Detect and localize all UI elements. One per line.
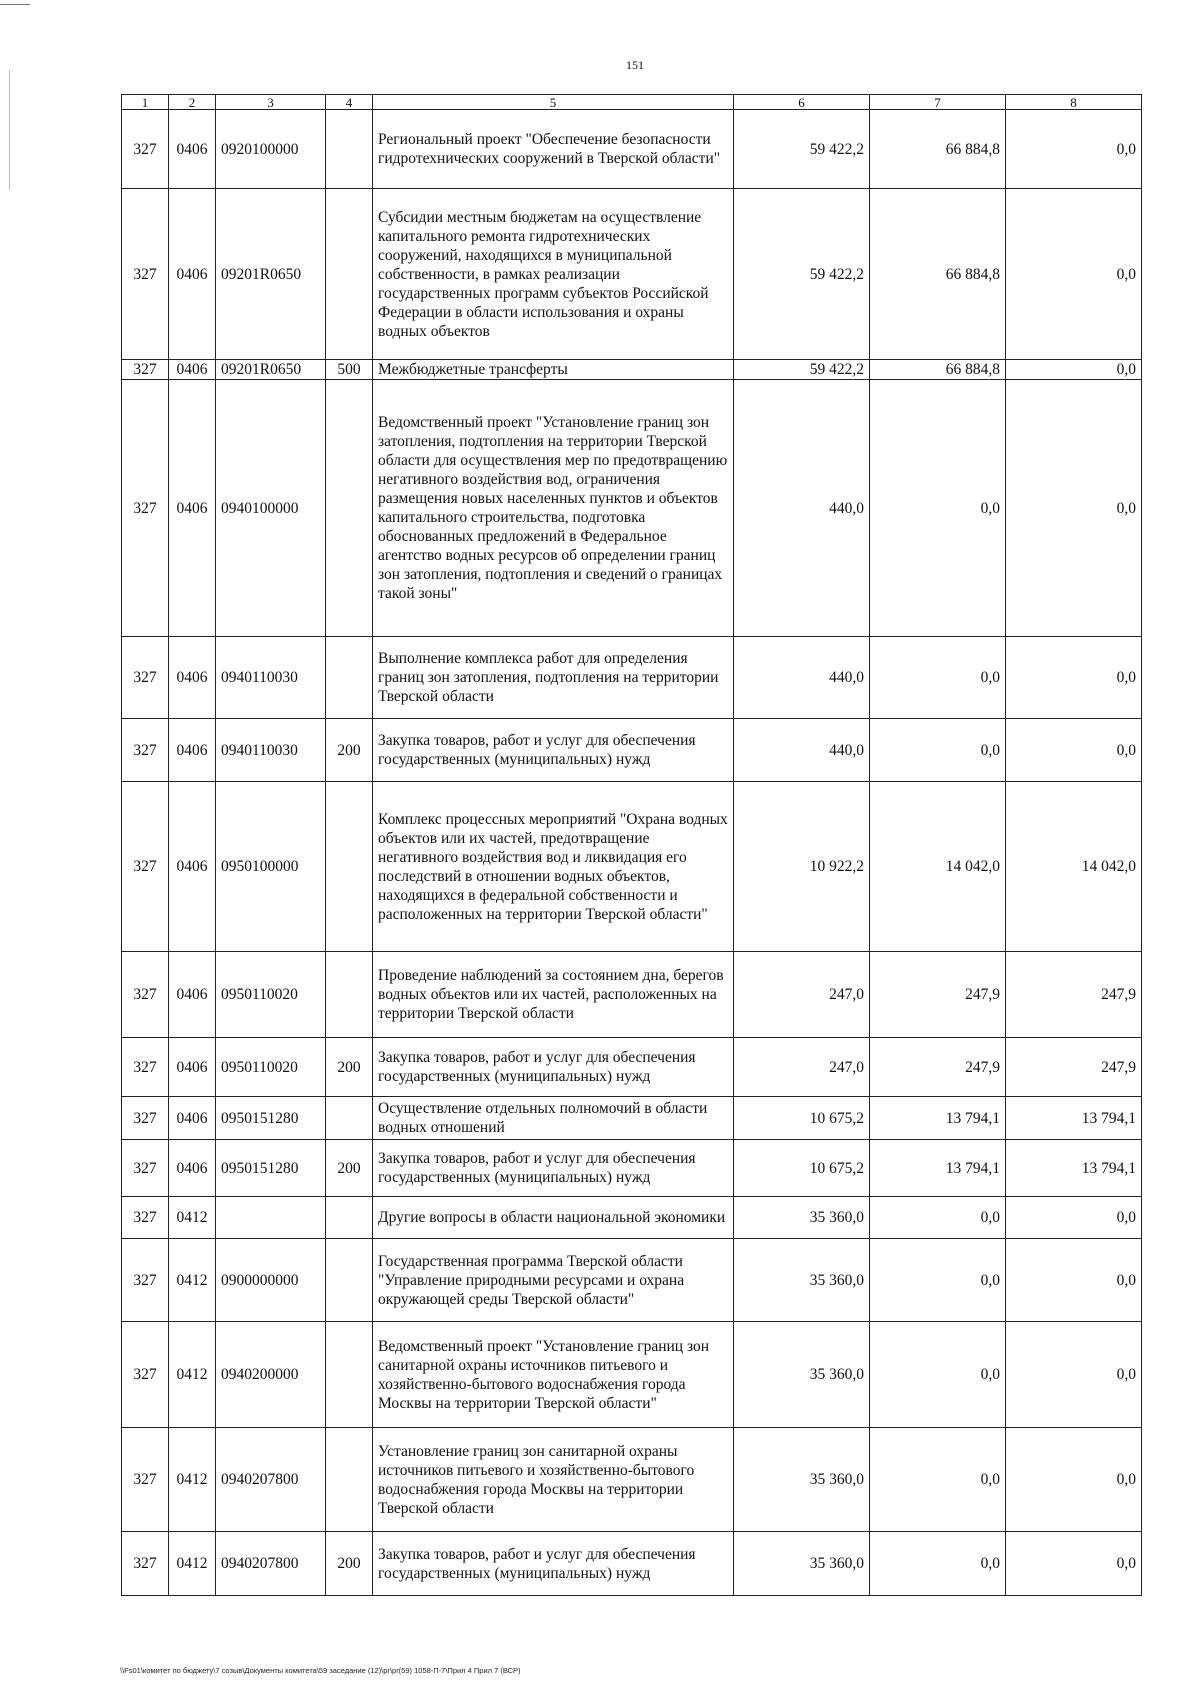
cell-amount-col8: 14 042,0 bbox=[1006, 782, 1142, 952]
cell-section-code: 0406 bbox=[169, 360, 216, 380]
cell-amount-col7: 0,0 bbox=[870, 637, 1006, 719]
cell-section-code: 0406 bbox=[169, 380, 216, 637]
column-number: 4 bbox=[326, 95, 373, 110]
column-number: 7 bbox=[870, 95, 1006, 110]
cell-amount-col8: 0,0 bbox=[1006, 1322, 1142, 1428]
cell-amount-col8: 247,9 bbox=[1006, 1038, 1142, 1097]
cell-amount-col6: 35 360,0 bbox=[734, 1532, 870, 1596]
cell-amount-col6: 440,0 bbox=[734, 719, 870, 782]
cell-amount-col7: 0,0 bbox=[870, 1239, 1006, 1322]
cell-ministry-code: 327 bbox=[122, 1140, 169, 1197]
cell-target-article: 0940110030 bbox=[216, 637, 326, 719]
cell-expense-type bbox=[326, 380, 373, 637]
cell-amount-col7: 0,0 bbox=[870, 1532, 1006, 1596]
cell-section-code: 0412 bbox=[169, 1197, 216, 1239]
table-row bbox=[122, 1239, 1142, 1322]
cell-target-article: 0950151280 bbox=[216, 1097, 326, 1140]
cell-description: Закупка товаров, работ и услуг для обеспечения государственных (муниципальных) нужд bbox=[373, 719, 734, 782]
cell-expense-type: 200 bbox=[326, 1532, 373, 1596]
cell-description: Межбюджетные трансферты bbox=[373, 360, 734, 380]
cell-description: Региональный проект "Обеспечение безопасности гидротехнических сооружений в Тверской области" bbox=[373, 110, 734, 189]
cell-description: Государственная программа Тверской области "Управление природными ресурсами и охрана окружающей среды Тверской области" bbox=[373, 1239, 734, 1322]
cell-ministry-code: 327 bbox=[122, 1322, 169, 1428]
cell-section-code: 0406 bbox=[169, 1140, 216, 1197]
footer-file-path: \\Fs01\комитет по бюджету\7 созыв\Документы комитета\59 заседание (12)\pr\pr(59) 1058-П-7\Прил 4 Прил 7 (ВСР) bbox=[120, 1666, 521, 1675]
cell-expense-type bbox=[326, 189, 373, 360]
table-row bbox=[122, 1140, 1142, 1197]
cell-expense-type: 500 bbox=[326, 360, 373, 380]
page-number: 151 bbox=[626, 58, 644, 72]
cell-target-article: 0940207800 bbox=[216, 1532, 326, 1596]
cell-expense-type: 200 bbox=[326, 1038, 373, 1097]
cell-description: Установление границ зон санитарной охраны источников питьевого и хозяйственно-бытового водоснабжения города Москвы на территории Тверской области bbox=[373, 1428, 734, 1532]
table-row bbox=[122, 637, 1142, 719]
cell-expense-type bbox=[326, 782, 373, 952]
cell-ministry-code: 327 bbox=[122, 1532, 169, 1596]
cell-description: Другие вопросы в области национальной экономики bbox=[373, 1197, 734, 1239]
cell-amount-col6: 440,0 bbox=[734, 380, 870, 637]
table-row bbox=[122, 1428, 1142, 1532]
table-row bbox=[122, 1097, 1142, 1140]
budget-table bbox=[121, 94, 1142, 1596]
cell-section-code: 0406 bbox=[169, 782, 216, 952]
table-row bbox=[122, 1038, 1142, 1097]
cell-ministry-code: 327 bbox=[122, 1097, 169, 1140]
cell-description: Ведомственный проект "Установление границ зон санитарной охраны источников питьевого и хозяйственно-бытового водоснабжения города Москвы на территории Тверской области" bbox=[373, 1322, 734, 1428]
cell-description: Закупка товаров, работ и услуг для обеспечения государственных (муниципальных) нужд bbox=[373, 1038, 734, 1097]
cell-amount-col8: 0,0 bbox=[1006, 360, 1142, 380]
table-row bbox=[122, 110, 1142, 189]
cell-target-article: 0940200000 bbox=[216, 1322, 326, 1428]
cell-amount-col6: 10 922,2 bbox=[734, 782, 870, 952]
cell-expense-type bbox=[326, 637, 373, 719]
table-row bbox=[122, 1197, 1142, 1239]
cell-description: Комплекс процессных мероприятий "Охрана водных объектов или их частей, предотвращение негативного воздействия вод и ликвидация его последствий в отношении водных объектов, находящихся в федеральной собственности и расположенных на территории Тверской области" bbox=[373, 782, 734, 952]
table-row bbox=[122, 782, 1142, 952]
cell-section-code: 0406 bbox=[169, 189, 216, 360]
cell-amount-col6: 59 422,2 bbox=[734, 189, 870, 360]
cell-amount-col8: 0,0 bbox=[1006, 1532, 1142, 1596]
cell-amount-col7: 66 884,8 bbox=[870, 189, 1006, 360]
cell-description: Закупка товаров, работ и услуг для обеспечения государственных (муниципальных) нужд bbox=[373, 1140, 734, 1197]
cell-description: Осуществление отдельных полномочий в области водных отношений bbox=[373, 1097, 734, 1140]
cell-amount-col6: 247,0 bbox=[734, 1038, 870, 1097]
scan-artifact bbox=[9, 70, 10, 190]
cell-target-article: 0900000000 bbox=[216, 1239, 326, 1322]
cell-amount-col7: 0,0 bbox=[870, 1428, 1006, 1532]
cell-ministry-code: 327 bbox=[122, 110, 169, 189]
cell-ministry-code: 327 bbox=[122, 1197, 169, 1239]
cell-section-code: 0406 bbox=[169, 952, 216, 1038]
cell-amount-col7: 13 794,1 bbox=[870, 1097, 1006, 1140]
cell-amount-col8: 13 794,1 bbox=[1006, 1097, 1142, 1140]
cell-amount-col7: 0,0 bbox=[870, 380, 1006, 637]
cell-ministry-code: 327 bbox=[122, 380, 169, 637]
cell-amount-col7: 0,0 bbox=[870, 1197, 1006, 1239]
cell-amount-col6: 35 360,0 bbox=[734, 1322, 870, 1428]
cell-expense-type bbox=[326, 1197, 373, 1239]
cell-amount-col6: 35 360,0 bbox=[734, 1197, 870, 1239]
table-row bbox=[122, 360, 1142, 380]
cell-amount-col8: 0,0 bbox=[1006, 1239, 1142, 1322]
cell-amount-col6: 247,0 bbox=[734, 952, 870, 1038]
cell-amount-col8: 0,0 bbox=[1006, 1197, 1142, 1239]
cell-section-code: 0412 bbox=[169, 1322, 216, 1428]
cell-expense-type: 200 bbox=[326, 1140, 373, 1197]
column-number: 2 bbox=[169, 95, 216, 110]
cell-ministry-code: 327 bbox=[122, 189, 169, 360]
cell-amount-col6: 10 675,2 bbox=[734, 1097, 870, 1140]
column-number: 6 bbox=[734, 95, 870, 110]
table-row bbox=[122, 1322, 1142, 1428]
table-row bbox=[122, 380, 1142, 637]
table-row bbox=[122, 1532, 1142, 1596]
cell-section-code: 0412 bbox=[169, 1532, 216, 1596]
cell-amount-col6: 59 422,2 bbox=[734, 360, 870, 380]
cell-amount-col8: 0,0 bbox=[1006, 110, 1142, 189]
cell-description: Субсидии местным бюджетам на осуществление капитального ремонта гидротехнических сооружений, находящихся в муниципальной собственности, в рамках реализации государственных программ субъектов Российской Федерации в области использования и охраны водных объектов bbox=[373, 189, 734, 360]
cell-section-code: 0406 bbox=[169, 719, 216, 782]
cell-target-article: 0940207800 bbox=[216, 1428, 326, 1532]
cell-expense-type bbox=[326, 1239, 373, 1322]
cell-amount-col8: 0,0 bbox=[1006, 380, 1142, 637]
cell-amount-col7: 247,9 bbox=[870, 1038, 1006, 1097]
cell-amount-col6: 440,0 bbox=[734, 637, 870, 719]
cell-section-code: 0406 bbox=[169, 1097, 216, 1140]
cell-target-article: 09201R0650 bbox=[216, 189, 326, 360]
cell-amount-col7: 0,0 bbox=[870, 1322, 1006, 1428]
cell-target-article: 0950110020 bbox=[216, 952, 326, 1038]
column-number-row bbox=[122, 95, 1142, 110]
cell-target-article: 0940100000 bbox=[216, 380, 326, 637]
cell-amount-col7: 13 794,1 bbox=[870, 1140, 1006, 1197]
cell-expense-type: 200 bbox=[326, 719, 373, 782]
cell-amount-col7: 247,9 bbox=[870, 952, 1006, 1038]
column-number: 8 bbox=[1006, 95, 1142, 110]
cell-ministry-code: 327 bbox=[122, 1038, 169, 1097]
cell-amount-col7: 14 042,0 bbox=[870, 782, 1006, 952]
cell-description: Закупка товаров, работ и услуг для обеспечения государственных (муниципальных) нужд bbox=[373, 1532, 734, 1596]
cell-ministry-code: 327 bbox=[122, 719, 169, 782]
cell-target-article: 0950110020 bbox=[216, 1038, 326, 1097]
column-number: 3 bbox=[216, 95, 326, 110]
cell-target-article: 0950100000 bbox=[216, 782, 326, 952]
cell-section-code: 0406 bbox=[169, 637, 216, 719]
cell-description: Ведомственный проект "Установление границ зон затопления, подтопления на территории Тверской области для осуществления мер по предотвращению негативного воздействия вод, ограничения размещения новых населенных пунктов и объектов капитального строительства, подготовка обоснованных предложений в Федеральное агентство водных ресурсов об определении границ зон затопления, подтопления и сведений о границах такой зоны" bbox=[373, 380, 734, 637]
cell-ministry-code: 327 bbox=[122, 952, 169, 1038]
cell-description: Выполнение комплекса работ для определения границ зон затопления, подтопления на территории Тверской области bbox=[373, 637, 734, 719]
cell-amount-col8: 0,0 bbox=[1006, 719, 1142, 782]
cell-amount-col6: 35 360,0 bbox=[734, 1428, 870, 1532]
cell-section-code: 0412 bbox=[169, 1428, 216, 1532]
cell-ministry-code: 327 bbox=[122, 1428, 169, 1532]
cell-amount-col6: 10 675,2 bbox=[734, 1140, 870, 1197]
cell-description: Проведение наблюдений за состоянием дна, берегов водных объектов или их частей, расположенных на территории Тверской области bbox=[373, 952, 734, 1038]
cell-ministry-code: 327 bbox=[122, 782, 169, 952]
cell-ministry-code: 327 bbox=[122, 637, 169, 719]
table-row bbox=[122, 189, 1142, 360]
cell-amount-col8: 0,0 bbox=[1006, 1428, 1142, 1532]
cell-expense-type bbox=[326, 1097, 373, 1140]
cell-amount-col8: 13 794,1 bbox=[1006, 1140, 1142, 1197]
cell-amount-col7: 66 884,8 bbox=[870, 110, 1006, 189]
cell-amount-col8: 0,0 bbox=[1006, 637, 1142, 719]
cell-expense-type bbox=[326, 110, 373, 189]
cell-amount-col6: 35 360,0 bbox=[734, 1239, 870, 1322]
cell-expense-type bbox=[326, 952, 373, 1038]
cell-target-article: 09201R0650 bbox=[216, 360, 326, 380]
cell-amount-col8: 247,9 bbox=[1006, 952, 1142, 1038]
cell-ministry-code: 327 bbox=[122, 1239, 169, 1322]
table-row bbox=[122, 719, 1142, 782]
cell-amount-col7: 0,0 bbox=[870, 719, 1006, 782]
column-number: 5 bbox=[373, 95, 734, 110]
cell-target-article bbox=[216, 1197, 326, 1239]
cell-target-article: 0940110030 bbox=[216, 719, 326, 782]
cell-amount-col7: 66 884,8 bbox=[870, 360, 1006, 380]
table-row bbox=[122, 952, 1142, 1038]
column-number: 1 bbox=[122, 95, 169, 110]
scan-artifact bbox=[0, 4, 30, 5]
cell-amount-col8: 0,0 bbox=[1006, 189, 1142, 360]
cell-amount-col6: 59 422,2 bbox=[734, 110, 870, 189]
cell-expense-type bbox=[326, 1428, 373, 1532]
cell-target-article: 0920100000 bbox=[216, 110, 326, 189]
cell-section-code: 0406 bbox=[169, 1038, 216, 1097]
cell-section-code: 0406 bbox=[169, 110, 216, 189]
cell-section-code: 0412 bbox=[169, 1239, 216, 1322]
cell-target-article: 0950151280 bbox=[216, 1140, 326, 1197]
cell-ministry-code: 327 bbox=[122, 360, 169, 380]
cell-expense-type bbox=[326, 1322, 373, 1428]
